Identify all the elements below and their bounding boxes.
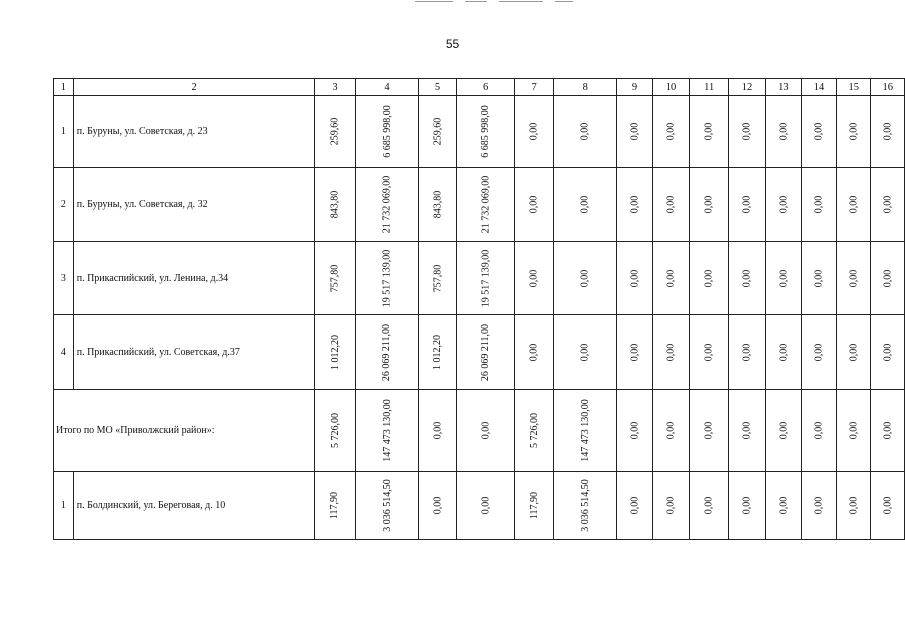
value-cell: [355, 390, 419, 472]
value-cell: [553, 472, 617, 540]
value-cell-text: 0,00: [777, 269, 789, 287]
value-cell: [801, 315, 836, 390]
address-cell: п. Прикаспийский, ул. Ленина, д.34: [73, 242, 315, 315]
table-row: [54, 472, 905, 540]
housing-register-table: [53, 78, 905, 540]
value-cell: [515, 315, 554, 390]
value-cell: [871, 168, 905, 242]
value-cell: [652, 390, 690, 472]
header-cell: 7: [515, 79, 554, 96]
value-cell-text: 0,00: [665, 343, 677, 361]
value-cell: [315, 390, 355, 472]
value-cell-text: 147 473 130,00: [381, 399, 393, 462]
value-cell-text: 5 726,00: [329, 413, 341, 448]
value-cell-text: 0,00: [848, 421, 860, 440]
value-cell-text: 0,00: [741, 343, 753, 361]
value-cell: [553, 96, 617, 168]
value-cell-text: 0,00: [579, 343, 591, 361]
value-cell-text: 0,00: [579, 269, 591, 287]
address-cell: п. Прикаспийский, ул. Советская, д.37: [73, 315, 315, 390]
row-number: 4: [54, 315, 74, 390]
value-cell-text: 0,00: [741, 496, 753, 515]
total-row: [54, 390, 905, 472]
value-cell: [690, 96, 729, 168]
value-cell-text: 0,00: [848, 269, 860, 287]
value-cell-text: 19 517 139,00: [480, 249, 492, 307]
value-cell-text: 0,00: [528, 195, 540, 214]
value-cell: [729, 390, 766, 472]
value-cell-text: 0,00: [480, 421, 492, 440]
value-cell: [690, 390, 729, 472]
value-cell: [617, 96, 652, 168]
value-cell: [419, 315, 457, 390]
value-cell-text: 117,90: [329, 491, 341, 520]
value-cell: [801, 390, 836, 472]
value-cell: [729, 168, 766, 242]
value-cell-text: 0,00: [703, 269, 715, 287]
value-cell: [617, 390, 652, 472]
value-cell-text: 0,00: [629, 343, 641, 361]
value-cell: [456, 168, 515, 242]
value-cell: [419, 168, 457, 242]
value-cell-text: 0,00: [741, 421, 753, 440]
value-cell-text: 0,00: [665, 496, 677, 515]
value-cell: [652, 168, 690, 242]
value-cell: [690, 242, 729, 315]
value-cell-text: 259,60: [432, 117, 444, 146]
value-cell-text: 0,00: [882, 421, 894, 440]
value-cell-text: 843,80: [329, 190, 341, 219]
row-number: 1: [54, 472, 74, 540]
value-cell: [729, 242, 766, 315]
value-cell: [617, 315, 652, 390]
value-cell: [652, 315, 690, 390]
page-number: 55: [445, 37, 460, 51]
value-cell: [315, 472, 355, 540]
value-cell: [871, 96, 905, 168]
header-cell: 9: [617, 79, 652, 96]
value-cell-text: 0,00: [848, 496, 860, 515]
value-cell: [355, 472, 419, 540]
value-cell: [553, 242, 617, 315]
value-cell: [837, 168, 871, 242]
value-cell-text: 26 069 211,00: [480, 323, 492, 381]
value-cell-text: 0,00: [703, 343, 715, 361]
value-cell: [765, 390, 801, 472]
value-cell-text: 0,00: [848, 195, 860, 214]
value-cell: [553, 390, 617, 472]
value-cell-text: 6 685 998,00: [381, 105, 393, 158]
value-cell: [801, 242, 836, 315]
value-cell-text: 843,80: [432, 190, 444, 219]
header-cell: 5: [419, 79, 457, 96]
value-cell-text: 0,00: [882, 195, 894, 214]
value-cell-text: 0,00: [665, 122, 677, 141]
value-cell-text: 0,00: [777, 343, 789, 361]
value-cell: [729, 96, 766, 168]
value-cell: [515, 168, 554, 242]
value-cell: [456, 472, 515, 540]
value-cell: [729, 472, 766, 540]
value-cell: [801, 472, 836, 540]
value-cell-text: 0,00: [528, 269, 540, 287]
value-cell: [515, 96, 554, 168]
value-cell: [315, 168, 355, 242]
total-label: Итого по МО «Приволжский район»:: [54, 390, 315, 472]
value-cell: [837, 96, 871, 168]
value-cell-text: 117,90: [528, 491, 540, 520]
value-cell: [419, 96, 457, 168]
value-cell: [837, 242, 871, 315]
header-cell: 11: [690, 79, 729, 96]
row-number: 2: [54, 168, 74, 242]
value-cell-text: 0,00: [882, 496, 894, 515]
value-cell: [765, 242, 801, 315]
value-cell: [315, 96, 355, 168]
value-cell-text: 0,00: [882, 122, 894, 141]
value-cell-text: 0,00: [629, 421, 641, 440]
header-cell: 6: [456, 79, 515, 96]
value-cell-text: 0,00: [813, 122, 825, 141]
value-cell-text: 259,60: [329, 117, 341, 146]
value-cell-text: 0,00: [741, 195, 753, 214]
value-cell-text: 0,00: [777, 195, 789, 214]
value-cell-text: 0,00: [813, 421, 825, 440]
value-cell: [617, 168, 652, 242]
value-cell: [801, 96, 836, 168]
value-cell-text: 1 012,20: [432, 334, 444, 370]
value-cell: [871, 242, 905, 315]
value-cell-text: 21 732 069,00: [480, 175, 492, 234]
value-cell: [871, 390, 905, 472]
value-cell-text: 0,00: [882, 269, 894, 287]
header-cell: 10: [652, 79, 690, 96]
header-cell: 14: [801, 79, 836, 96]
header-cell: 13: [765, 79, 801, 96]
header-cell: 3: [315, 79, 355, 96]
table-row: [54, 242, 905, 315]
value-cell-text: 0,00: [777, 496, 789, 515]
value-cell-text: 0,00: [848, 343, 860, 361]
value-cell: [553, 315, 617, 390]
value-cell: [729, 315, 766, 390]
value-cell-text: 21 732 069,00: [381, 175, 393, 234]
value-cell: [765, 168, 801, 242]
value-cell-text: 0,00: [629, 269, 641, 287]
value-cell-text: 26 069 211,00: [381, 323, 393, 381]
value-cell: [690, 472, 729, 540]
row-number: 3: [54, 242, 74, 315]
value-cell: [652, 96, 690, 168]
value-cell: [419, 472, 457, 540]
value-cell: [837, 315, 871, 390]
value-cell-text: 3 036 514,50: [381, 479, 393, 532]
value-cell: [617, 242, 652, 315]
value-cell-text: 0,00: [777, 421, 789, 440]
address-cell: п. Болдинский, ул. Береговая, д. 10: [73, 472, 315, 540]
value-cell-text: 0,00: [432, 496, 444, 515]
value-cell: [617, 472, 652, 540]
value-cell: [515, 390, 554, 472]
value-cell-text: 0,00: [665, 269, 677, 287]
value-cell-text: 147 473 130,00: [579, 399, 591, 462]
value-cell-text: 0,00: [665, 421, 677, 440]
value-cell-text: 19 517 139,00: [381, 249, 393, 307]
value-cell-text: 0,00: [432, 421, 444, 440]
value-cell-text: 0,00: [703, 421, 715, 440]
value-cell: [456, 242, 515, 315]
value-cell-text: 0,00: [629, 496, 641, 515]
value-cell-text: 1 012,20: [329, 334, 341, 370]
value-cell-text: 0,00: [848, 122, 860, 141]
value-cell: [419, 390, 457, 472]
value-cell: [355, 96, 419, 168]
value-cell: [456, 390, 515, 472]
value-cell: [355, 242, 419, 315]
address-cell: п. Буруны, ул. Советская, д. 23: [73, 96, 315, 168]
value-cell: [553, 168, 617, 242]
value-cell: [515, 472, 554, 540]
value-cell-text: 0,00: [579, 195, 591, 214]
value-cell-text: 0,00: [703, 122, 715, 141]
value-cell: [765, 472, 801, 540]
value-cell: [690, 315, 729, 390]
value-cell-text: 0,00: [741, 269, 753, 287]
value-cell: [871, 472, 905, 540]
header-cell: 8: [553, 79, 617, 96]
value-cell-text: 0,00: [629, 122, 641, 141]
value-cell-text: 0,00: [813, 195, 825, 214]
value-cell-text: 0,00: [741, 122, 753, 141]
header-row: [54, 79, 905, 96]
row-number: 1: [54, 96, 74, 168]
value-cell: [652, 242, 690, 315]
value-cell-text: 0,00: [480, 496, 492, 515]
value-cell: [515, 242, 554, 315]
value-cell: [837, 472, 871, 540]
value-cell-text: 0,00: [528, 122, 540, 141]
value-cell-text: 0,00: [703, 496, 715, 515]
header-cell: 16: [871, 79, 905, 96]
value-cell-text: 757,80: [432, 264, 444, 292]
header-cell: 4: [355, 79, 419, 96]
value-cell-text: 0,00: [665, 195, 677, 214]
value-cell: [765, 315, 801, 390]
value-cell: [315, 315, 355, 390]
value-cell: [315, 242, 355, 315]
value-cell-text: 757,80: [329, 264, 341, 292]
scan-artifact-lines: [415, 0, 595, 4]
value-cell-text: 0,00: [813, 496, 825, 515]
value-cell: [765, 96, 801, 168]
header-cell: 1: [54, 79, 74, 96]
value-cell: [871, 315, 905, 390]
value-cell: [355, 315, 419, 390]
value-cell-text: 3 036 514,50: [579, 479, 591, 532]
value-cell-text: 0,00: [813, 343, 825, 361]
value-cell-text: 0,00: [813, 269, 825, 287]
value-cell-text: 5 726,00: [528, 413, 540, 448]
value-cell: [690, 168, 729, 242]
header-cell: 2: [73, 79, 315, 96]
value-cell: [456, 96, 515, 168]
header-cell: 12: [729, 79, 766, 96]
value-cell: [837, 390, 871, 472]
table-row: [54, 315, 905, 390]
header-cell: 15: [837, 79, 871, 96]
address-cell: п. Буруны, ул. Советская, д. 32: [73, 168, 315, 242]
value-cell-text: 0,00: [528, 343, 540, 361]
table-row: [54, 96, 905, 168]
value-cell: [801, 168, 836, 242]
value-cell-text: 0,00: [703, 195, 715, 214]
table-row: [54, 168, 905, 242]
value-cell-text: 0,00: [579, 122, 591, 141]
value-cell: [355, 168, 419, 242]
value-cell-text: 6 685 998,00: [480, 105, 492, 158]
value-cell: [456, 315, 515, 390]
value-cell-text: 0,00: [629, 195, 641, 214]
value-cell: [419, 242, 457, 315]
value-cell-text: 0,00: [777, 122, 789, 141]
value-cell: [652, 472, 690, 540]
value-cell-text: 0,00: [882, 343, 894, 361]
